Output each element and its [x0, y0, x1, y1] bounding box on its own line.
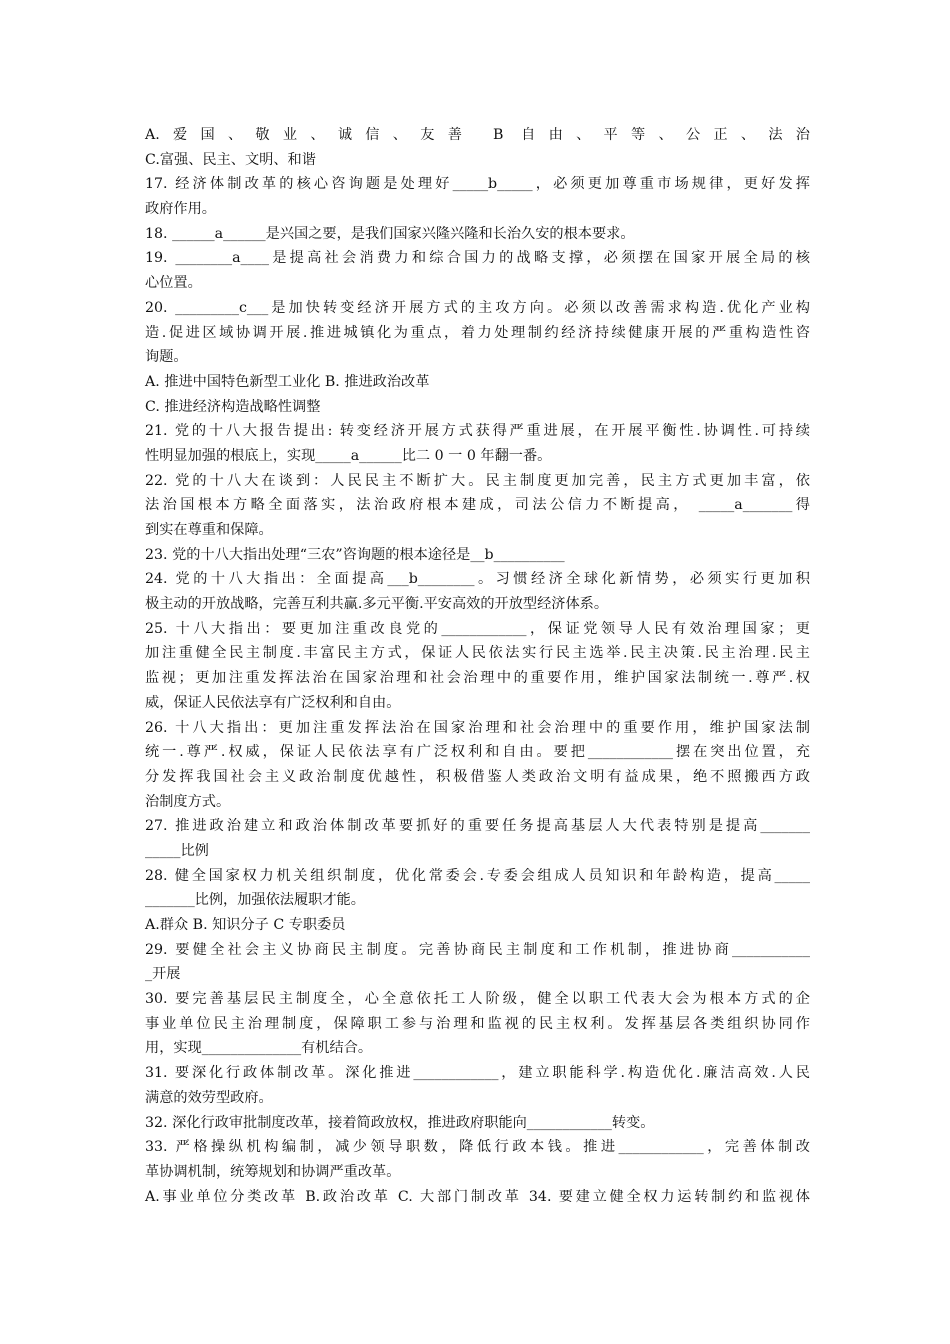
- text-line: 心位置。: [145, 275, 202, 292]
- text-line: A.群众 B. 知识分子 C 专职委员: [145, 917, 346, 933]
- text-line: 23. 党的十八大指出处理“三农”咨询题的根本途径是__b__________: [145, 546, 565, 563]
- text-line: C. 推进经济构造战略性调整: [145, 398, 321, 415]
- text-line: 威，保证人民依法享有广泛权利和自由。: [145, 694, 401, 711]
- text-line: 法治国根本方略全面落实，法治政府根本建成，司法公信力不断提高， _____a_______得: [145, 497, 810, 514]
- text-line: A. 推进中国特色新型工业化 B. 推进政治改革: [145, 373, 430, 390]
- text-line: 政府作用。: [145, 201, 216, 218]
- text-line: C.富强、民主、文明、和谐: [145, 151, 316, 168]
- text-line: _____比例: [145, 842, 209, 859]
- text-line: 到实在尊重和保障。: [145, 522, 273, 538]
- text-line: 29. 要健全社会主义协商民主制度。完善协商民主制度和工作机制，推进协商___________: [145, 941, 810, 958]
- text-line: 21. 党的十八大报告提出: 转变经济开展方式获得严重进展，在开展平衡性.协调性.可持续: [145, 423, 810, 440]
- text-line: 加注重健全民主制度.丰富民主方式，保证人民依法实行民主选举.民主决策.民主治理.民主: [145, 645, 810, 662]
- text-line: 革协调机制，统筹规划和协调严重改革。: [145, 1163, 401, 1180]
- text-line: 治制度方式。: [145, 793, 231, 810]
- text-line: 造.促进区域协调开展.推进城镇化为重点，着力处理制约经济持续健康开展的严重构造性咨: [145, 324, 810, 341]
- text-line: 30. 要完善基层民主制度全，心全意依托工人阶级，健全以职工代表大会为根本方式的企: [145, 991, 810, 1008]
- text-line: 28. 健全国家权力机关组织制度，优化常委会.专委会组成人员知识和年龄构造，提高_____: [145, 867, 810, 884]
- text-line: 18. ______a______是兴国之要，是我们国家兴隆兴隆和长治久安的根本要求。: [145, 225, 635, 242]
- text-line: 26. 十八大指出：更加注重发挥法治在国家治理和社会治理中的重要作用，维护国家法制: [145, 719, 810, 736]
- text-line: 监视；更加注重发挥法治在国家治理和社会治理中的重要作用，维护国家法制统一.尊严.权: [145, 670, 810, 687]
- text-line: 极主动的开放战略，完善互利共赢.多元平衡.平安高效的开放型经济体系。: [145, 596, 609, 613]
- text-line: 25. 十八大指出：要更加注重改良党的____________，保证党领导人民有效治理国家；更: [145, 620, 810, 637]
- text-line: A.爱国、敬业、诚信、友善 B 自由、平等、公正、法治: [145, 127, 810, 143]
- text-line: 24. 党的十八大指出：全面提高___b________。习惯经济全球化新情势，必须实行更加积: [145, 571, 810, 588]
- text-line: A.事业单位分类改革 B.政治改革 C. 大部门制改革 34. 要建立健全权力运转制约和监视体: [145, 1188, 810, 1205]
- document-page: [145, 123, 810, 1209]
- text-line: 20. _________c___是加快转变经济开展方式的主攻方向。必须以改善需求构造.优化产业构: [145, 299, 810, 316]
- text-line: 19. ________a____是提高社会消费力和综合国力的战略支撑，必须摆在国家开展全局的核: [145, 250, 810, 267]
- text-line: 统一.尊严.权威，保证人民依法享有广泛权利和自由。要把____________摆在突出位置，充: [145, 744, 810, 761]
- text-line: _开展: [145, 966, 181, 983]
- text-line: 32. 深化行政审批制度改革，接着简政放权，推进政府职能向____________转变。: [145, 1114, 655, 1131]
- text-line: 事业单位民主治理制度，保障职工参与治理和监视的民主权利。发挥基层各类组织协同作: [145, 1015, 810, 1032]
- text-line: 询题。: [145, 349, 188, 366]
- text-line: 31. 要深化行政体制改革。深化推进____________，建立职能科学.构造优化.廉洁高效.人民: [145, 1065, 810, 1082]
- text-line: 27. 推进政治建立和政治体制改革要抓好的重要任务提高基层人大代表特别是提高_______: [145, 818, 810, 835]
- text-line: 分发挥我国社会主义政治制度优越性，积极借鉴人类政治文明有益成果，绝不照搬西方政: [145, 768, 810, 785]
- text-line: 性明显加强的根底上，实现_____a______比二 0 一 0 年翻一番。: [145, 447, 552, 464]
- text-line: _______比例，加强依法履职才能。: [145, 892, 365, 909]
- text-line: 22. 党的十八大在谈到：人民民主不断扩大。民主制度更加完善，民主方式更加丰富，依: [145, 472, 810, 489]
- text-line: 满意的效劳型政府。: [145, 1089, 273, 1106]
- text-line: 33. 严格操纵机构编制，减少领导职数，降低行政本钱。推进____________，完善体制改: [145, 1139, 810, 1156]
- text-line: 用，实现______________有机结合。: [145, 1040, 373, 1057]
- text-line: 17. 经济体制改革的核心咨询题是处理好_____b_____，必须更加尊重市场规律，更好发挥: [145, 176, 810, 193]
